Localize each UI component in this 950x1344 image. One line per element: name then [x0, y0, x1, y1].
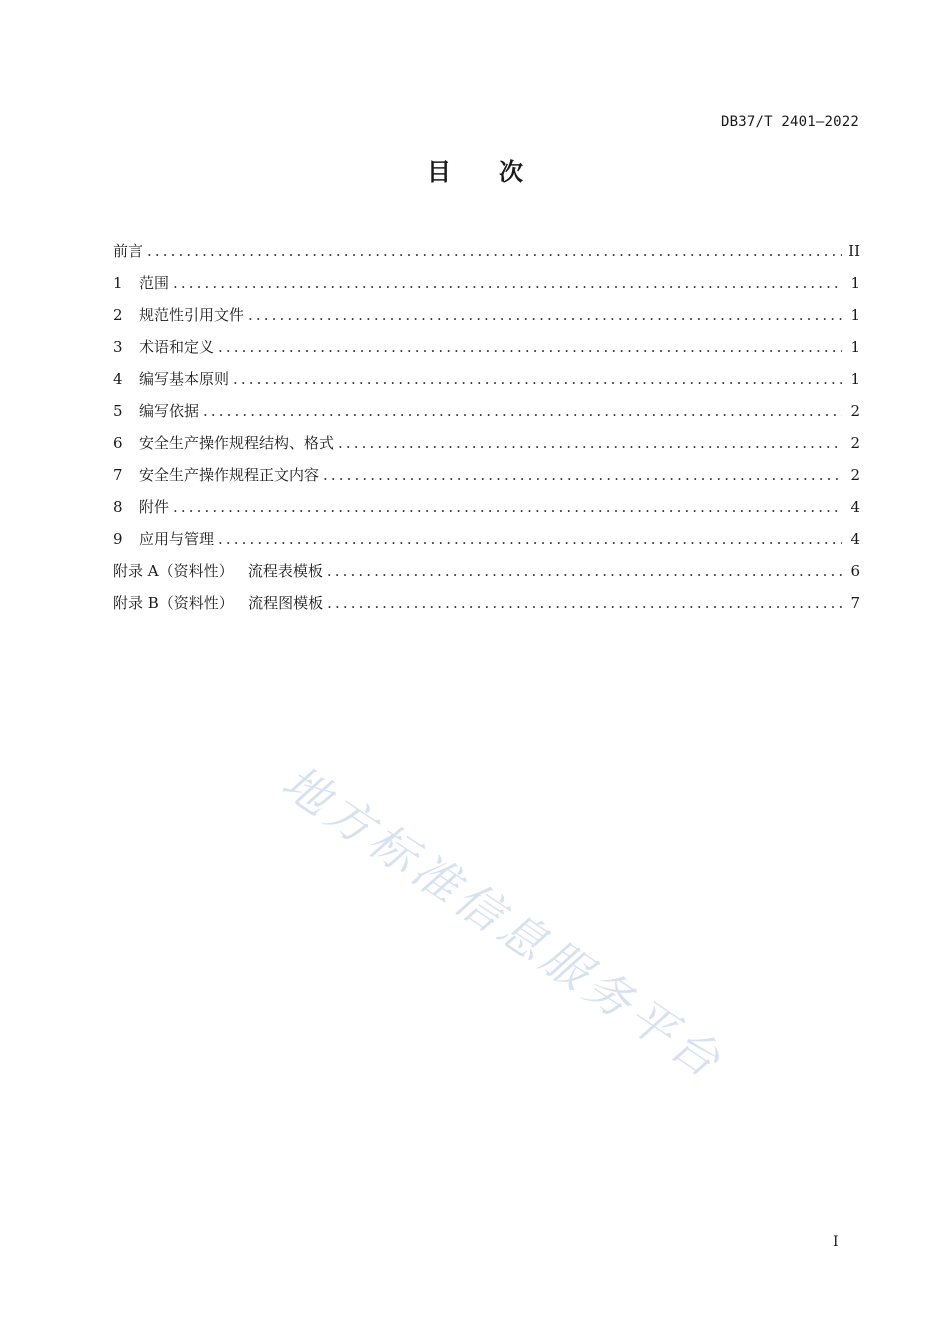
toc-entry-1[interactable] [113, 270, 860, 302]
toc-entry-5[interactable] [113, 398, 860, 430]
toc-entry-page: 2 [850, 434, 860, 452]
toc-dot-leader [323, 462, 842, 488]
toc-entry-page: 1 [850, 338, 860, 356]
toc-entry-appendix-b[interactable] [113, 590, 860, 622]
toc-dot-leader [327, 590, 842, 616]
toc-entry-label: 附件 [139, 498, 170, 516]
toc-entry-page: II [848, 242, 860, 260]
watermark: 地方标准信息服务平台 [272, 754, 734, 1091]
toc-entry-appendix-a[interactable] [113, 558, 860, 590]
toc-entry-label: 安全生产操作规程正文内容 [139, 466, 320, 484]
toc-entry-number: 2 [113, 306, 123, 324]
document-code: DB37/T 2401—2022 [720, 114, 859, 130]
toc-entry-3[interactable] [113, 334, 860, 366]
toc-entry-page: 7 [850, 594, 860, 612]
toc-entry-label: 前言 [113, 242, 144, 260]
toc-entry-number: 6 [113, 434, 123, 452]
toc-entry-label: 安全生产操作规程结构、格式 [139, 434, 335, 452]
toc-entry-label: 附录 B（资料性） 流程图模板 [113, 594, 324, 612]
toc-entry-page: 6 [850, 562, 860, 580]
toc-entry-page: 1 [850, 274, 860, 292]
toc-entry-4[interactable] [113, 366, 860, 398]
toc-entry-number: 3 [113, 338, 123, 356]
toc-entry-9[interactable] [113, 526, 860, 558]
toc-dot-leader [218, 334, 842, 360]
toc-entry-number: 8 [113, 498, 123, 516]
toc-entry-label: 编写基本原则 [139, 370, 230, 388]
toc-entry-label: 范围 [139, 274, 170, 292]
toc-dot-leader [173, 270, 842, 296]
toc-entry-label: 编写依据 [139, 402, 200, 420]
toc-dot-leader [218, 526, 842, 552]
toc-entry-page: 4 [850, 498, 860, 516]
page-title [0, 152, 950, 187]
toc-entry-6[interactable] [113, 430, 860, 462]
page-number: I [833, 1234, 839, 1250]
toc-entry-label: 术语和定义 [139, 338, 215, 356]
toc-entry-number: 1 [113, 274, 123, 292]
toc-entry-number: 4 [113, 370, 123, 388]
toc-entry-page: 1 [850, 370, 860, 388]
toc-entry-page: 2 [850, 402, 860, 420]
toc-entry-7[interactable] [113, 462, 860, 494]
table-of-contents [113, 238, 860, 622]
toc-entry-foreword[interactable] [113, 238, 860, 270]
toc-entry-page: 2 [850, 466, 860, 484]
toc-dot-leader [173, 494, 842, 520]
toc-entry-label: 应用与管理 [139, 530, 215, 548]
toc-entry-page: 1 [850, 306, 860, 324]
toc-entry-label: 规范性引用文件 [139, 306, 245, 324]
title-part-1: 目 [427, 158, 451, 186]
toc-entry-number: 7 [113, 466, 123, 484]
toc-dot-leader [327, 558, 842, 584]
toc-entry-page: 4 [850, 530, 860, 548]
toc-entry-number: 9 [113, 530, 123, 548]
toc-dot-leader [338, 430, 842, 456]
toc-entry-number: 5 [113, 402, 123, 420]
toc-dot-leader [147, 238, 842, 264]
toc-dot-leader [233, 366, 842, 392]
title-part-2: 次 [499, 158, 523, 186]
toc-entry-label: 附录 A（资料性） 流程表模板 [113, 562, 323, 580]
toc-entry-2[interactable] [113, 302, 860, 334]
toc-dot-leader [248, 302, 842, 328]
toc-dot-leader [203, 398, 842, 424]
toc-entry-8[interactable] [113, 494, 860, 526]
